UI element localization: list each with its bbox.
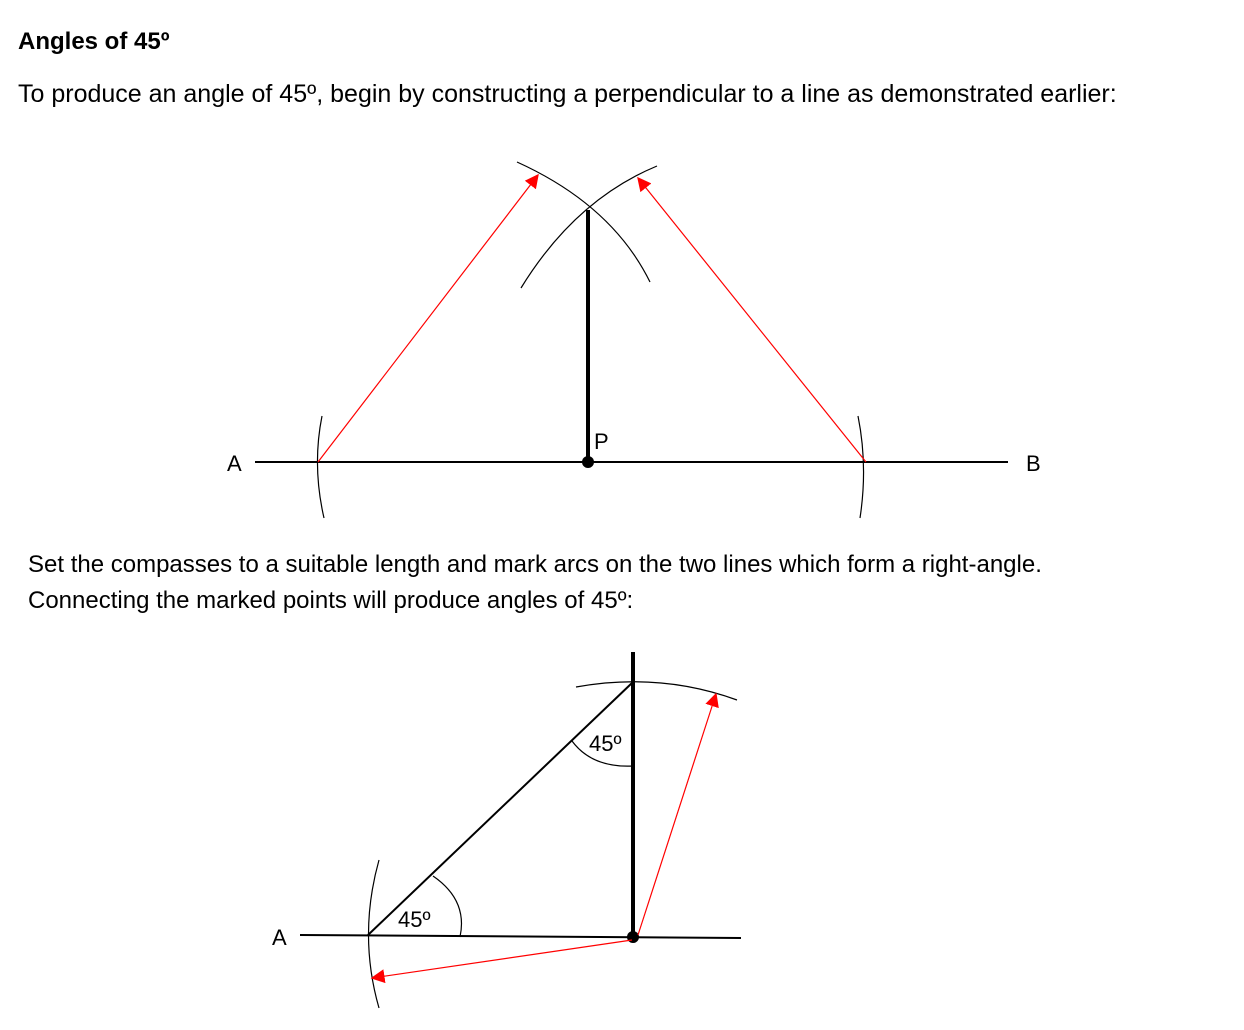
point-p	[582, 456, 594, 468]
arc-left	[317, 416, 324, 518]
horizontal-line	[300, 935, 741, 938]
label-b: B	[1026, 451, 1041, 476]
angle-label-top: 45º	[589, 731, 622, 756]
perpendicular-construction-diagram	[0, 140, 1244, 540]
angle-45-construction-diagram	[0, 640, 1244, 1030]
angle-label-bottom: 45º	[398, 907, 431, 932]
arrow-left-bottom	[372, 940, 632, 978]
arc-top-marked	[576, 682, 737, 700]
label-p: P	[594, 429, 609, 454]
right-angle-point	[627, 931, 639, 943]
angle-arc-bottom	[433, 876, 461, 937]
label-a: A	[227, 451, 242, 476]
label-a-fig2: A	[272, 925, 287, 950]
instruction-line-2: Connecting the marked points will produce angles of 45º:	[28, 587, 634, 614]
intro-text: To produce an angle of 45º, begin by constructing a perpendicular to a line as demonstrated earlier:	[18, 80, 1117, 108]
instruction-text	[28, 547, 1042, 619]
page-heading: Angles of 45º	[18, 28, 170, 55]
instruction-line-1: Set the compasses to a suitable length and mark arcs on the two lines which form a right-angle.	[28, 551, 1042, 578]
arrow-up	[638, 694, 716, 935]
arrow-left	[318, 175, 538, 462]
arrow-right	[638, 178, 866, 462]
arc-right	[858, 416, 864, 518]
hypotenuse-line	[368, 682, 633, 935]
